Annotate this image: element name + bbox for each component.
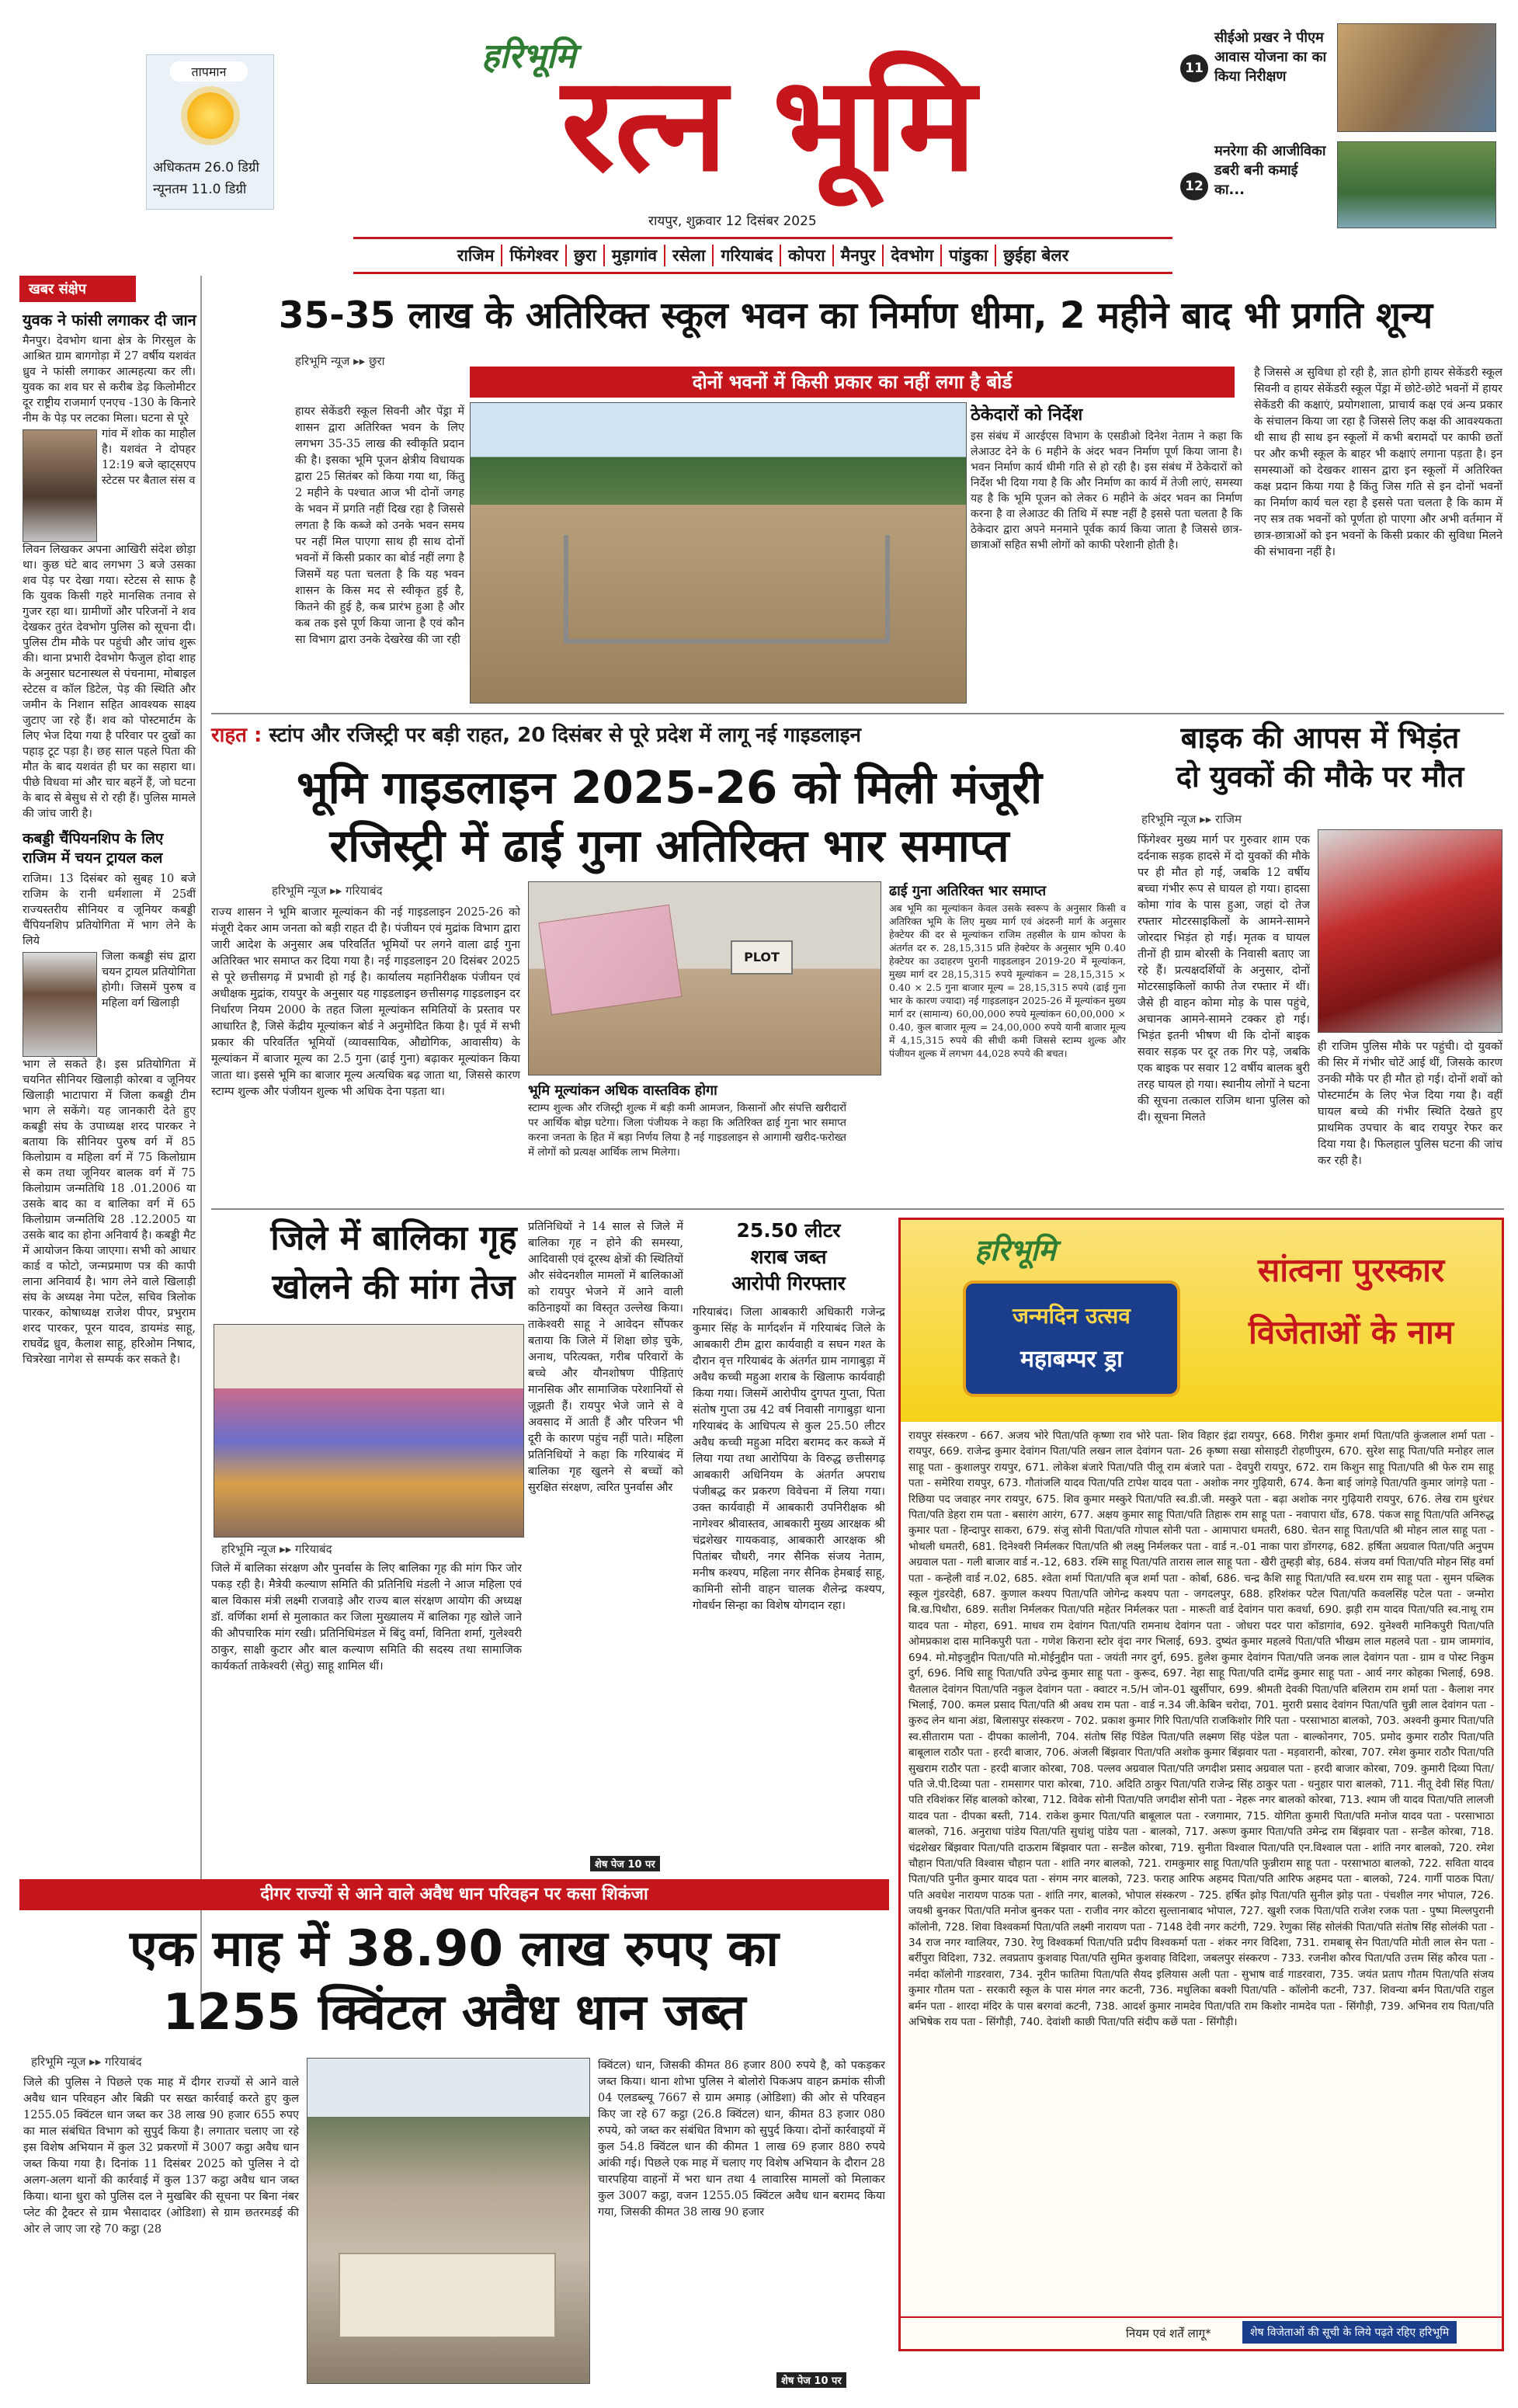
sidebar-story1-text2: गांव में शोक का माहौल है। यशवंत ने दोपहर 12:19 बजे व्हाट्सएप स्टेटस पर बैताल संस व <box>102 428 196 487</box>
masthead-title: रत्न भूमि <box>561 48 977 200</box>
lead-right-body: है जिससे अ सुविधा हो रही है, ज्ञात होगी हायर सेकेंडरी स्कूल सिवनी व हायर सेकेंडरी स्कूल पेंड्रा में छोटे-छोटे भवनों में हायर सेकेंडरी की कक्षाएं, प्रयोगशाला, प्राचार्य कक्ष एवं अन्य प्रकार के संचालन किया जा रहा है जिससे लिए कक्ष की आवश्यकता थी साथ ही साथ इन स्कूलों में कभी बरामदों पर काफी छतों पर और कभी स्कूल के बाहर भी कक्षाएं लगाना पड़ता है। इन समस्याओं को देखकर शासन द्वारा इन स्कूलों में अतिरिक्त कक्ष प्रदान किया गया है किंतु जिस गति से इन दोनों भवनों का निर्माण कार्य चल रहा है इससे पता चलता है कि काम में नए सत्र तक भवनों को पूर्णता हो पाएगा और अभी वर्तमान में छात्र-छात्राओं को इन भवनों के किसी प्रकार की सुविधा मिलने की संभावना नहीं है। <box>1254 367 1502 558</box>
sidebar-label: खबर संक्षेप <box>19 276 136 302</box>
accident-headline-1[interactable]: बाइक की आपस में भिड़ंत <box>1180 721 1460 755</box>
ad-footer <box>901 2316 1502 2349</box>
divider <box>211 713 1504 714</box>
sidebar-story2-text2: जिला कबड्डी संघ द्वारा चयन ट्रायल प्रतियोगिता होगी। जिसमें पुरुष व महिला वर्ग खिलाड़ी <box>102 950 196 1009</box>
sidebar-story2-text3: भाग ले सकते है। इस प्रतियोगिता में चयनित सीनियर खिलाड़ी कोरबा व जूनियर खिलाड़ी भाटापारा में जिला कबड्डी टीम भाग ले सकेंगे। यह जानकारी देते हुए कबड्डी संघ के उपाध्यक्ष शरद पारकर ने बताया कि सीनियर पुरुष वर्ग में 85 किलोग्राम व महिला वर्ग में 75 किलोग्राम से कम तथा जूनियर बालक वर्ग में 75 किलोग्राम जन्मतिथि 18 .01.2006 या उसके बाद का व बालिका वर्ग में 65 किलोग्राम जन्मतिथि 28 .12.2005 या उसके बाद का होना अनिवार्य है। कबड्डी मैट में आयोजन किया जाएगा। सभी को आधार कार्ड व फोटो, जन्मप्रमाण पत्र की कापी लाना अनिवार्य है। भाग लेने वाले खिलाड़ी संघ के अध्यक्ष नेमा पटेल, सचिव त्रिलोक पारकर, कोषाध्यक्ष राजेश पीपर, प्रभुराम शरद पारकर, पूरन यादव, डायमंड साहू, राघवेंद्र ध्रुव, कैलाश साहू, हरिओम निषाद, चित्ररेखा नागेश से सम्पर्क कर सकते है। <box>23 1058 196 1366</box>
ad-title-2: विजेताओं के नाम <box>1249 1313 1454 1351</box>
girls-home-col2: प्रतिनिधियों ने 14 साल से जिले में बालिका गृह न होने की समस्या, आदिवासी एवं दूरस्थ क्षेत्रों की स्थितियों और संवेदनशील मामलों में बालिकाओं को रायपुर भेजने में आने वाली कठिनाइयों का विस्तृत उल्लेख किया। ताकेश्वरी साहू ने आवेदन सौंपकर बताया कि जिले में शिक्षा छोड़ चुके, अनाथ, परित्यक्त, गरीब परिवारों के बच्चे और यौनशोषण पीड़िताएं मानसिक और सामाजिक परेशानियों से जूझती हैं। रायपुर भेजे जाने से वे अवसाद में आती हैं और परिजन भी दूरी के कारण पहुंच नहीं पाते। महिला प्रतिनिधियों ने कहा कि गरियाबंद में बालिका गृह खुलने से बच्चों को सुरक्षित संरक्षण, त्वरित पुनर्वास और <box>528 1221 683 1494</box>
guideline-box2-title: भूमि मूल्यांकन अधिक वास्तविक होगा <box>528 1082 717 1099</box>
lead-headline[interactable]: 35-35 लाख के अतिरिक्त स्कूल भवन का निर्माण धीमा, 2 महीने बाद भी प्रगति शून्य <box>278 294 1433 337</box>
guideline-box2 <box>528 1081 1126 1205</box>
liquor-headline-2[interactable]: शराब जब्त <box>750 1246 827 1268</box>
nav-item[interactable]: गरियाबंद <box>714 245 781 266</box>
girls-home-byline: हरिभूमि न्यूज ▸▸ गरियाबंद <box>221 1542 332 1556</box>
nav-item[interactable]: छुईहा बेलर <box>1003 246 1069 265</box>
lead-subhead: दोनों भवनों में किसी प्रकार का नहीं लगा है बोर्ड <box>470 367 1235 398</box>
accident-photo <box>1318 829 1502 1033</box>
nav-item[interactable]: पांडुका <box>942 245 996 266</box>
sidebar-story2-photo <box>23 952 97 1057</box>
guideline-strap <box>211 718 1104 752</box>
temp-max: अधिकतम 26.0 डिग्री <box>153 160 259 175</box>
paddy-continued[interactable]: शेष पेज 10 पर <box>776 2372 846 2388</box>
accident-body-top: फिंगेश्वर मुख्य मार्ग पर गुरुवार शाम एक दर्दनाक सड़क हादसे में दो युवकों की मौके पर ही मौत हो गई, जबकि 12 वर्षीय बच्चा गंभीर रूप से घायल हो गया। हादसा कोमा गांव के पास हुआ, जहां दो तेज रफ्तार मोटरसाइकिलों के आमने-सामने जोरदार भिड़ंत हो गई। मृतक व घायल तीनों ही ग्राम बोरसी के निवासी बताए जा रहे हैं। प्रत्यक्षदर्शियों के अनुसार, दोनों मोटरसाइकिलों काफी तेज रफ्तार में थीं। जैसे ही वाहन कोमा मोड़ के पास पहुंचे, अचानक आमने-सामने टक्कर हो गई। भिड़ंत इतनी भीषण थी कि दोनों बाइक सवार सड़क पर दूर तक गिर पड़े, जबकि एक बाइक पर सवार 12 वर्षीय बालक बुरी तरह घायल हो गया। स्थानीय लोगों ने घटना की सूचना तत्काल राजिम थाना पुलिस को दी। सूचना मिलते <box>1138 834 1310 1124</box>
nav-item[interactable]: फिंगेश्वर <box>502 245 567 266</box>
girls-home-continued[interactable]: शेष पेज 10 पर <box>590 1856 660 1871</box>
guideline-photo <box>528 881 881 1075</box>
weather-box <box>146 54 274 210</box>
teaser-2[interactable] <box>1180 141 1499 231</box>
sidebar-story1-photo <box>23 429 97 542</box>
sidebar-story1-text1: मैनपुर। देवभोग थाना क्षेत्र के गिरसुल के आश्रित ग्राम बागगोड़ा में 27 वर्षीय यशवंत ध्रुव ने फांसी लगाकर आत्महत्या कर ली। युवक का शव घर से करीब डेढ़ किलोमीटर दूर राष्ट्रीय राजमार्ग एनएच -130 के किनारे नीम के पेड़ पर लटका मिला। घटना से पूरे <box>23 335 196 425</box>
guideline-box1-body: अब भूमि का मूल्यांकन केवल उसके स्वरूप के अनुसार किसी व अतिरिक्त भूमि के लिए मुख्य मार्ग एवं अंदरुनी मार्ग के अनुसार हेक्टेयर की दर से मूल्यांकन राजिम तहसील के ग्राम कोपरा के अंतर्गत दर रु. 28,15,315 प्रति हेक्टेयर के अनुसार भूमि 0.40 हेक्टेयर का उदाहरण पुरानी गाइडलाइन 2019-20 में मूल्यांकन, मुख्य मार्ग दर 28,15,315 रुपये मूल्यांकन = 28,15,315 × 0.40 × 2.5 गुना बाजार मूल्य = 28,15,315 रुपये (ढाई गुना भार के कारण ज्यादा) नई गाइडलाइन 2025-26 में मूल्यांकन मुख्य मार्ग दर (सामान्य) 60,00,000 रुपये मूल्यांकन 60,00,000 × 0.40, कुल बाजार मूल्य = 24,00,000 रुपये यानी बाजार मूल्य में 4,15,315 रुपये की सीधी कमी जिससे स्टाम्प शुल्क और पंजीयन शुल्क में लगभग 44,028 रुपये की बचत। <box>889 902 1126 1059</box>
paddy-photo <box>307 2058 590 2384</box>
ad-brand: हरिभूमि <box>974 1233 1056 1267</box>
sidebar <box>19 276 202 2023</box>
paddy-headline-1[interactable]: एक माह में 38.90 लाख रुपए का <box>130 1920 779 1978</box>
ad-box[interactable] <box>898 1218 1504 2351</box>
nav-item[interactable]: मैनपुर <box>834 245 884 266</box>
lead-box-title: ठेकेदारों को निर्देश <box>971 405 1083 425</box>
nav-item[interactable]: मुड़ागांव <box>605 245 665 266</box>
divider <box>211 1208 1504 1210</box>
paddy-headline-2[interactable]: 1255 क्विंटल अवैध धान जब्त <box>162 1984 746 2041</box>
paddy-col1: जिले की पुलिस ने पिछले एक माह में दीगर राज्यों से आने वाले अवैध धान परिवहन और बिक्री पर सख्त कार्रवाई करते हुए कुल 1255.05 क्विंटल धान जब्त कर 38 लाख 90 हजार 655 रुपए का माल संबंधित विभाग को सुपुर्द किया है। लगातार चलाए जा रहे इस विशेष अभियान में कुल 32 प्रकरणों में 3007 कट्ठा अवैध धान जब्त किया गया है। दिनांक 11 दिसंबर 2025 को पुलिस ने दो अलग-अलग थानों की कार्रवाई में कुल 137 कट्ठा अवैध धान जब्त किया। थाना धुरा को पुलिस दल ने मुखबिर की सूचना पर बिना नंबर प्लेट की ट्रैक्टर से ग्राम भैसादादर (ओडिशा) से ग्राम छतरमडई की ओर ले जाए जा रहे 70 कट्ठा (28 <box>23 2076 299 2236</box>
teaser-2-photo <box>1337 141 1496 228</box>
teaser-1-photo <box>1337 23 1496 132</box>
ad-footer-note: शेष विजेताओं की सूची के लिये पढ़ते रहिए हरिभूमि <box>1242 2321 1457 2344</box>
guideline-kicker: राहत : <box>211 724 262 747</box>
teaser-2-text: मनरेगा की आजीविका डबरी बनी कमाई का... <box>1214 143 1326 198</box>
liquor-headline-1[interactable]: 25.50 लीटर <box>736 1219 841 1242</box>
guideline-box1 <box>889 881 1126 1075</box>
sun-icon <box>187 92 234 139</box>
dateline: रायपुर, शुक्रवार 12 दिसंबर 2025 <box>648 214 817 229</box>
building-frame <box>564 535 890 644</box>
sidebar-story1-head[interactable]: युवक ने फांसी लगाकर दी जान <box>23 311 196 329</box>
brand-small: हरिभूमि <box>481 36 576 76</box>
guideline-byline: हरिभूमि न्यूज ▸▸ गरियाबंद <box>272 884 383 898</box>
paddy-sacks <box>339 2253 556 2338</box>
girls-home-headline-2[interactable]: खोलने की मांग तेज <box>272 1267 516 1307</box>
weather-label: तापमान <box>170 61 248 82</box>
lead-body: हायर सेकेंडरी स्कूल सिवनी और पेंड्रा में शासन द्वारा अतिरिक्त भवन के लिए लगभग 35-35 लाख की स्वीकृति प्रदान की है। इसका भूमि पूजन क्षेत्रीय विधायक द्वारा 25 सितंबर को किया गया था, किंतु 2 महीने के पश्चात आज भी दोनों जगह के भवन में प्रगति नहीं दिख रहा है जिससे लगता है कि कब्जे को उनके भवन समय पर नहीं मिल पाएगा साथ ही साथ दोनों भवनों में किसी प्रकार का बोर्ड नहीं लगा है जिसमें यह पता चलता है कि यह भवन शासन के किस मद से स्वीकृत हुई है, कितने की हुई है, कब प्रारंभ हुआ है और कब तक इसे पूर्ण किया जाना है एवं कौन सा विभाग द्वारा उनके देखरेख की जा रही <box>295 405 464 646</box>
nav-item[interactable]: रसेला <box>665 245 714 266</box>
ad-rules: नियम एवं शर्तें लागू* <box>1126 2326 1211 2340</box>
teaser-1[interactable] <box>1180 23 1499 132</box>
lead-photo <box>470 402 967 704</box>
teaser-1-num: 11 <box>1180 54 1208 82</box>
accident-headline-2[interactable]: दो युवकों की मौके पर मौत <box>1176 759 1464 794</box>
girls-home-col1: जिले में बालिका संरक्षण और पुनर्वास के लिए बालिका गृह की मांग फिर जोर पकड़ रही है। मैत्रेयी कल्याण समिति की प्रतिनिधि मंडली ने आज महिला एवं बाल विकास मंत्री लक्ष्मी राजवाड़े और राज्य बाल संरक्षण आयोग की अध्यक्ष डॉ. वर्णिका शर्मा से मुलाकात कर जिला मुख्यालय में बालिका गृह खोले जाने की औपचारिक मांग रखी। प्रतिनिधिमंडल में बिंदु वर्मा, विनिता शर्मा, गुलेश्वरी ठाकुर, साक्षी कुटार और बाल कल्याण समिति की सदस्य तथा सामाजिक कार्यकर्ता ताकेश्वरी (सेतु) साहू शामिल थीं। <box>211 1562 522 1673</box>
guideline-headline-1[interactable]: भूमि गाइडलाइन 2025-26 को मिली मंजूरी <box>297 761 1042 814</box>
guideline-headline-2[interactable]: रजिस्ट्री में ढाई गुना अतिरिक्त भार समाप्त <box>329 819 1009 872</box>
sidebar-story1-text3: लिवन लिखकर अपना आखिरी संदेश छोड़ा था। कुछ घंटे बाद लगभग 3 बजे उसका शव पेड़ पर देखा गया। स्टेटस से साफ है कि युवक किसी गहरे मानसिक तनाव से गुजर रहा था। ग्रामीणों और परिजनों ने शव देखकर तुरंत देवभोग पुलिस को सूचना दी। पुलिस टीम मौके पर पहुंची और जांच शुरू की। थाना प्रभारी देवभोग फैजुल होदा शाह के अनुसार घटनास्थल से पंचनामा, मोबाइल स्टेटस व कॉल डिटेल, पेड़ की स्थिति और जमीन के निशान सहित आवश्यक साक्ष्य जुटाए जा रहे हैं। शव को पोस्टमार्टम के लिए भेज दिया गया है परिवार पर दुखों का पहाड़ टूट पड़ा है। छह साल पहले पिता की मौत के बाद यशवंत ही घर का सहारा था। पीछे विधवा मां और चार बहनें हैं, जो घटना के बाद से बेसुध से रो रही हैं। पुलिस मामले की जांच जारी है। <box>23 544 196 820</box>
ad-event-line1: जन्मदिन उत्सव <box>1013 1303 1131 1329</box>
liquor-body: गरियाबंद। जिला आबकारी अधिकारी गजेन्द्र कुमार सिंह के मार्गदर्शन में गरियाबंद जिले के आबकारी टीम द्वारा कार्यवाही व सघन गश्त के दौरान वृत्त गरियाबंद के अंतर्गत ग्राम नागाबुड़ा में अवैध कच्ची महुआ शराब के खिलाफ कार्यवाही किया गया। जिसमें आरोपीय दुगपत गुप्ता, पिता संतोष गुप्ता उम्र 42 वर्ष निवासी नागाबुड़ा थाना गरियाबंद के आधिपत्य से कुल 25.50 लीटर अवैध कच्ची महुआ मदिरा बरामद कर कब्जे में लिया गया तथा आरोपिया के विरुद्ध छत्तीसगढ़ आबकारी अधिनियम के अंतर्गत अपराध पंजीबद्ध कर प्रकरण विवेचना में लिया गया। उक्त कार्यवाही में आबकारी उपनिरीक्षक श्री नागेश्वर श्रीवास्तव, आबकारी मुख्य आरक्षक श्री चंद्रशेखर गायकवाड़, आबकारी आरक्षक श्री पितांबर चौधरी, नगर सैनिक संजय नेताम, मनीष कश्यप, महिला नगर सैनिक हेमबाई साहू, कामिनी सोनी वाहन चालक शैलेन्द्र कश्यप, गोवर्धन सिन्हा का विशेष योगदान रहा। <box>693 1306 885 1612</box>
liquor-headline-3[interactable]: आरोपी गिरफ्तार <box>731 1272 846 1294</box>
guideline-box2-body: स्टाम्प शुल्क और रजिस्ट्री शुल्क में बड़ी कमी आमजन, किसानों और संपत्ति खरीदारों पर आर्थिक बोझ घटेगा। जिला पंजीयक ने कहा कि अतिरिक्त ढाई गुना भार समाप्त करना जनता के हित में बड़ा निर्णय लिया है नई गाइडलाइन से आगामी खरीद-फरोख्त में लोगों को प्रत्यक्ष आर्थिक लाभ मिलेगा। <box>528 1102 846 1159</box>
guideline-box1-title: ढाई गुना अतिरिक्त भार समाप्त <box>889 883 1047 899</box>
paddy-col3: क्विंटल) धान, जिसकी कीमत 86 हजार 800 रुपये है, को पकड़कर जब्त किया। थाना शोभा पुलिस ने बोलोरो पिकअप वाहन क्रमांक सीजी 04 एलडब्ल्यू 7667 से ग्राम अमाड़ (ओडिशा) की ओर से परिवहन किए जा रहे 67 कट्ठा (26.8 क्विंटल) धान, कीमत 83 हजार 080 रुपये, को जब्त कर संबंधित विभाग को सुपुर्द किया। दोनों कार्रवाइयों में कुल 54.8 क्विंटल धान की कीमत 1 लाख 69 हजार 880 रुपये आंकी गई। पिछले एक माह में चलाए गए विशेष अभियान के दौरान 28 चारपहिया वाहनों में भरा धान तथा 4 लावारिस मामलों को मिलाकर कुल 3007 कट्ठा, वजन 1255.05 क्विंटल अवैध धान बरामद किया गया, जिसकी कीमत 38 लाख 90 हजार <box>598 2059 885 2219</box>
accident-body-bottom: ही राजिम पुलिस मौके पर पहुंची। दो युवकों की सिर में गंभीर चोटें आई थीं, जिसके कारण उनकी मौके पर ही मौत हो गई। दोनों शवों को पोस्टमार्टम के लिए भेज दिया गया है। वहीं घायल बच्चे की गंभीर स्थिति देखते हुए प्राथमिक उपचार के बाद रायपुर रेफर कर दिया गया है। फिलहाल पुलिस घटना की जांच कर रही है। <box>1318 1041 1502 1167</box>
sidebar-story2-head[interactable]: कबड्डी चैंपियनशिप के लिए राजिम में चयन ट्रायल कल <box>23 830 164 867</box>
nav-item[interactable]: देवभोग <box>884 245 942 266</box>
sidebar-story2-text1: राजिम। 13 दिसंबर को सुबह 10 बजे राजिम के रानी धर्मशाला में 25वीं राज्यस्तरीय सीनियर व जूनियर कबड्डी चैंपियनशिप प्रतियोगिता में भाग लेने के लिये <box>23 873 196 947</box>
nav-item[interactable]: छुरा <box>567 245 605 266</box>
ad-event-badge <box>963 1280 1180 1397</box>
teaser-2-num: 12 <box>1180 172 1208 200</box>
lead-box-body: इस संबंध में आरईएस विभाग के एसडीओ दिनेश नेताम ने कहा कि लेआउट देने के 6 महीने के अंदर भवन निर्माण पूर्ण किया जाना है। भवन निर्माण कार्य धीमी गति से हो रही है। इस संबंध में ठेकेदारों को निर्देश भी दिया गया है कि और निर्माण का कार्य में तेजी लाएं, समस्या यह है कि भूमि पूजन को लेकर 6 महीने के अंदर भवन का निर्माण करना है वा लेआउट की तिथि में स्पष्ट नहीं है इससे पता चलता है कि ठेकेदार द्वारा अपने मनमाने पूर्वक कार्य किया जाता है जिससे छात्र-छात्राओं सहित सभी लोगों को काफी परेशानी होती है। <box>971 430 1242 551</box>
ad-event-line2: महाबम्पर ड्रा <box>1020 1346 1123 1373</box>
ad-title-1: सांत्वना पुरस्कार <box>1257 1251 1445 1289</box>
girls-home-headline-1[interactable]: जिले में बालिका गृह <box>270 1218 517 1258</box>
accident-byline: हरिभूमि न्यूज ▸▸ राजिम <box>1141 812 1242 826</box>
teaser-1-text: सीईओ प्रखर ने पीएम आवास योजना का का किया निरीक्षण <box>1214 30 1327 85</box>
lead-byline: हरिभूमि न्यूज ▸▸ छुरा <box>295 354 385 368</box>
guideline-strap-text: स्टांप और रजिस्ट्री पर बड़ी राहत, 20 दिसंबर से पूरे प्रदेश में लागू नई गाइडलाइन <box>269 724 861 747</box>
paddy-strap: दीगर राज्यों से आने वाले अवैध धान परिवहन पर कसा शिकंजा <box>19 1879 889 1910</box>
plot-sign: PLOT <box>731 940 793 975</box>
guideline-body: राज्य शासन ने भूमि बाजार मूल्यांकन की नई गाइडलाइन 2025-26 को मंजूरी देकर आम जनता को बड़ी राहत दी है। पंजीयन एवं मुद्रांक विभाग द्वारा जारी आदेश के अनुसार अब परिवर्तित भूमियों पर लगने वाला ढाई गुना अतिरिक्त भार समाप्त कर दिया गया है। नई गाइडलाइन 20 दिसंबर 2025 से पूरे छत्तीसगढ़ में प्रभावी हो गई है। कार्यालय महानिरीक्षक पंजीयन एवं अधीक्षक मुद्रांक, रायपुर के अनुसार यह गाइडलाइन छत्तीसगढ़ गाइडलाइन दर निर्धारण नियम 2000 के तहत जिला मूल्यांकन समितियों के प्रस्ताव पर आधारित है, जिसे केंद्रीय मूल्यांकन बोर्ड ने अनुमोदित किया है। पूर्व में सभी प्रकार की परिवर्तित भूमियों (व्यावसायिक, औद्योगिक, आवासीय) के मूल्यांकन में बाजार मूल्य का 2.5 गुना (ढाई गुना) बढ़ाकर मूल्यांकन किया जाता था। इससे भूमि का बाजार मूल्य अत्यधिक बढ़ जाता था, जिससे कारण स्टाम्प शुल्क और पंजीयन शुल्क भी अधिक देना पड़ता था। <box>211 906 520 1098</box>
lead-box <box>971 402 1242 704</box>
currency-notes <box>538 905 682 1015</box>
area-nav <box>353 237 1172 274</box>
nav-item[interactable]: कोपरा <box>781 245 834 266</box>
ad-winner-list: रायपुर संस्करण - 667. अजय भोरे पिता/पति कृष्णा राव भोरे पता- शिव विहार इंद्रा रायपुर, 668. गिरीश कुमार शर्मा पिता/पति कुंजलाल शर्मा पता - रायपुर, 669. राजेन्द्र कुमार देवांगन पिता/पति लखन लाल देवांगन पता- 26 कृष्णा सखा सोसाइटी रोहणीपुरम, 670. सुरेश साहू पिता/पति मनोहर लाल साहू पता - कुशालपुर रायपुर, 671. लोकेश बंजारे पिता/पति पीलू राम बंजारे पता - देवपुरी रायपुर, 672. राम किशुन साहू पिता/पति श्री फेरु राम साहू पता - समेरिया रायपुर, 673. गौतांजलि यादव पिता/पति टापेश यादव पता - अशोक नगर गुढ़ियारी, 674. कैना बाई जांगड़े पिता/पति कुमार जांगड़े पता - रिछिया पद जवाहर नगर रायपुर, 675. शिव कुमार मस्कुरे पिता/पति स्व.डी.जी. मस्कुरे पता - बढ़ा अशोक नगर गुढ़ियारी रायपुर, 676. लेख राम धुरंधर पिता/पति डेहरा राम पता - बसारंग आरंग, 677. अक्षय कुमार साहू पिता/पति तिहारू राम साहू पता - नवापारा धोंड, 678. पंकज साहू पिता/पति अनिरुद्ध कुमार पता - हिन्दापुर साकरा, 679. संजु सोनी पिता/पति गोपाल सोनी पता - आमापारा धमतरी, 680. चेतन साहू पिता/पति श्री मोहन लाल साहू पता - भोथली धमतरी, 681. दिनेश्वरी निर्मलकर पिता/पति श्री लक्ष्मु निर्मलकर पता - वार्ड न.-01 नाका पारा डोंगरगढ़, 682. हर्षिता अग्रवाल पिता/पति अनुपम अग्रवाल पता - गली बाजार वार्ड न.-12, 683. रश्मि साहू पिता/पति तारास लाल साहू पता - खैरी तुम्हड़ी बोड़, 684. संजय वर्मा पिता/पति मोहन सिंह वर्मा पता - कन्हेली वार्ड न.02, 685. श्वेता शर्मा पिता/पति बृज शर्मा पता - कोर्बा, 686. चन्द्र कैशि साहू पिता/पति स्व.धरम राम साहू पता - सुमन पब्लिक स्कूल गुंडरदेही, 687. कुणाल कश्यप पिता/पति जोगेन्द्र कश्यप पता - जगदलपुर, 688. हरिशंकर पटेल पिता/पति कवलसिंह पटेल पता - जन्मोरा बि.ख.पिथौरा, 689. सतीश निर्मलकर पिता/पति महेतर निर्मलकर पता - मारूती वार्ड देवांगन पारा कवर्धा, 690. झड़ी राम यादव पिता/पति स्व.नाथू राम यादव पता - मोहरा, 691. माधव राम देवांगन पिता/पति रामनाथ देवांगन पता - जोधरा पदर पारा कोंडागांव, 692. युनेश्वरी मानिकपुरी पिता/पति ओमप्रकाश दास मानिकपुरी पता - गणेश किराना स्टोर वृंदा नगर भिलाई, 693. दुष्यंत कुमार महलवे पिता/पति भीखम लाल महलवे पता - ग्राम जामगांव, 694. मो.मोइजुद्दीन पिता/पति मो.मोईनुद्दीन पता - जयंती नगर दुर्ग, 695. हुलेश कुमार देवांगन पिता/पति जनक लाल देवांगन पता - ग्राम व पोस्ट निकुम दुर्ग, 696. निधि साहू पिता/पति उपेन्द्र कुमार साहू पता - कुरूद, 697. नेहा साहू पिता/पति दामेंद्र कुमार साहू पता - आर्य नगर कोहका भिलाई, 698. चैतलाल देवांगन पिता/पति नकुल देवांगन पता - क्वाटर न.5/H जोन-01 खुर्सीपार, 699. श्रीमती देवकी पिता/पति बलिराम राम शर्मा पता - कैलाश नगर भिलाई, 700. कमल प्रसाद पिता/पति श्री अवध राम पता - वार्ड न.34 जी.केबिन चरोदा, 701. मुरारी प्रसाद देवांगन पिता/पति चुन्नी लाल देवांगन पता - कुरुद लेन थाना अंडा, बिलासपुर संस्करण - 702. प्रकाश कुमार गिरि पिता/पति राजकिशोर गिरि पता - परसाभाठा बालको, 703. अश्वनी कुमार पिता/पति स्व.सीताराम पता - दीपका कालोनी, 704. संतोष सिंह पिंडेल पिता/पति लक्ष्मण सिंह पंडेल पता - बाल्कोनगर, 705. प्रमोद कुमार राठौर पिता/पति बाबूलाल राठौर पता - हरदी बाजार, 706. अंजली बिंझवार पिता/पति अशोक कुमार बिंझवार पता - मड़वारानी, कोरबा, 707. रमेश कुमार राठौर पिता/पति सुखराम राठौर पता - हरदी बाजार कोरबा, 708. पल्लव अग्रवाल पिता/पति जगदीश प्रसाद अग्रवाल पता - हरदी बाजार कोरबा, 709. कुमारी दिव्या पिता/पति जे.पी.दिव्या पता - रामसागर पारा कोरबा, 710. अदिति ठाकुर पिता/पति राजेन्द्र सिंह ठाकुर पता - धनुहार पारा बालको, 711. नीतू देवी सिंह पिता/पति रविशंकर सिंह बालको कोरबा, 712. विवेक सोनी पिता/पति जगदीश सोनी पता - नेहरू नगर बालको कोरबा, 713. श्याम जी यादव पिता/पति लालजी यादव पता - दीपका बस्ती, 714. राकेश कुमार पिता/पति बाबूलाल पता - रजगामार, 715. योगिता कुमारी पिता/पति मनोज यादव पता - परसाभाठा बालको, 716. अनुराधा पांडेय पिता/पति सुधांशु पांडेय पता - बालको, 717. अरूण कुमार पिता/पति उमेन्द्र राम बिंझवार पता - सन्डैल कोरबा, 718. चंद्रशेखर बिंझवार पिता/पति दाऊराम बिंझवार पता - सन्डैल कोरबा, 719. सुनीता विश्वाल पिता/पति एन.विश्वाल पता - शांति नगर बालको, 720. रमेश चौहान पिता/पति विश्वास चौहान पता - शांति नगर बालको, 721. रामकुमार साहू पिता/पति फुन्नीराम साहू पता - परसाभाठा बालको, 722. सविता यादव पिता/पति पुनीत कुमार यादव पता - संगम नगर बालको, 723. फराह आरिफ अहमद पिता/पति आरिफ अहमद पता - बालको, 724. गार्गी पाठक पिता/पति अवधेश नारायण पाठक पता - शांति नगर, बालको, भोपाल संस्करण - 725. हर्षित झोड़ पिता/पति सुनील झोड़ पता - पंचशील नगर भोपाल, 726. जयश्री बुनकर पिता/पति मनोज बुनकर पता - राजीव नगर कोटरा सुल्तानाबाद भोपाल, 727. खुशी रजक पिता/पति राजेश रजक पता - पुष्पा मिल्लपुरानी कॉलोनी, 728. शिवा विश्वकर्मा पिता/पति लक्ष्मी नारायण पता - 7148 देवी नगर कटंगी, 729. रेणुका सिंह सोलंकी पिता/पति संतोष सिंह सोलंकी पता - 34 राज नगर ग्वालियर, 730. रेणु विश्वकर्मा पिता/पति प्रदीप विश्वकर्मा पता - शंकर नगर विदिशा, 731. रामबाबू सेन पिता/पति मोती लाल सेन पता - बर्रीपुरा विदिशा, 732. लवप्रताप कुशवाह पिता/पति सुमित कुशवाह विदिशा, जबलपुर संस्करण - 733. रजनीश कौरव पिता/पति उत्तम सिंह कौरव पता - नर्मदा कॉलोनी गाडरवारा, 734. नूरीन फातिमा पिता/पति सैयद इलियास अली पता - सुभाष वार्ड गाडरवारा, 735. जयंत प्रताप गौतम पिता/पति संजय कुमार गौतम पता - सरकारी स्कूल के पास मंगल नगर कटनी, 736. मधुलिका बक्शी पिता/पति - कॉलोनी कटनी, 737. शिवन्या बर्मन पिता/पति राहुल बर्मन पता - शारदा मंदिर के पास बरगवां कटनी, 738. आदर्श कुमार नामदेव पिता/पति राम किशोर नामदेव पता - सिंगौड़ी, 739. अभिनव राय पिता/पति अभिषेक राय पता - सिंगौड़ी, 740. देवांशी काछी पिता/पति संदीप कछें पता - सिंगौड़ी। <box>908 1430 1494 2029</box>
temp-min: न्यूनतम 11.0 डिग्री <box>153 182 247 197</box>
girls-home-photo <box>214 1324 524 1538</box>
nav-item[interactable]: राजिम <box>450 245 503 266</box>
paddy-byline: हरिभूमि न्यूज ▸▸ गरियाबंद <box>31 2055 142 2069</box>
